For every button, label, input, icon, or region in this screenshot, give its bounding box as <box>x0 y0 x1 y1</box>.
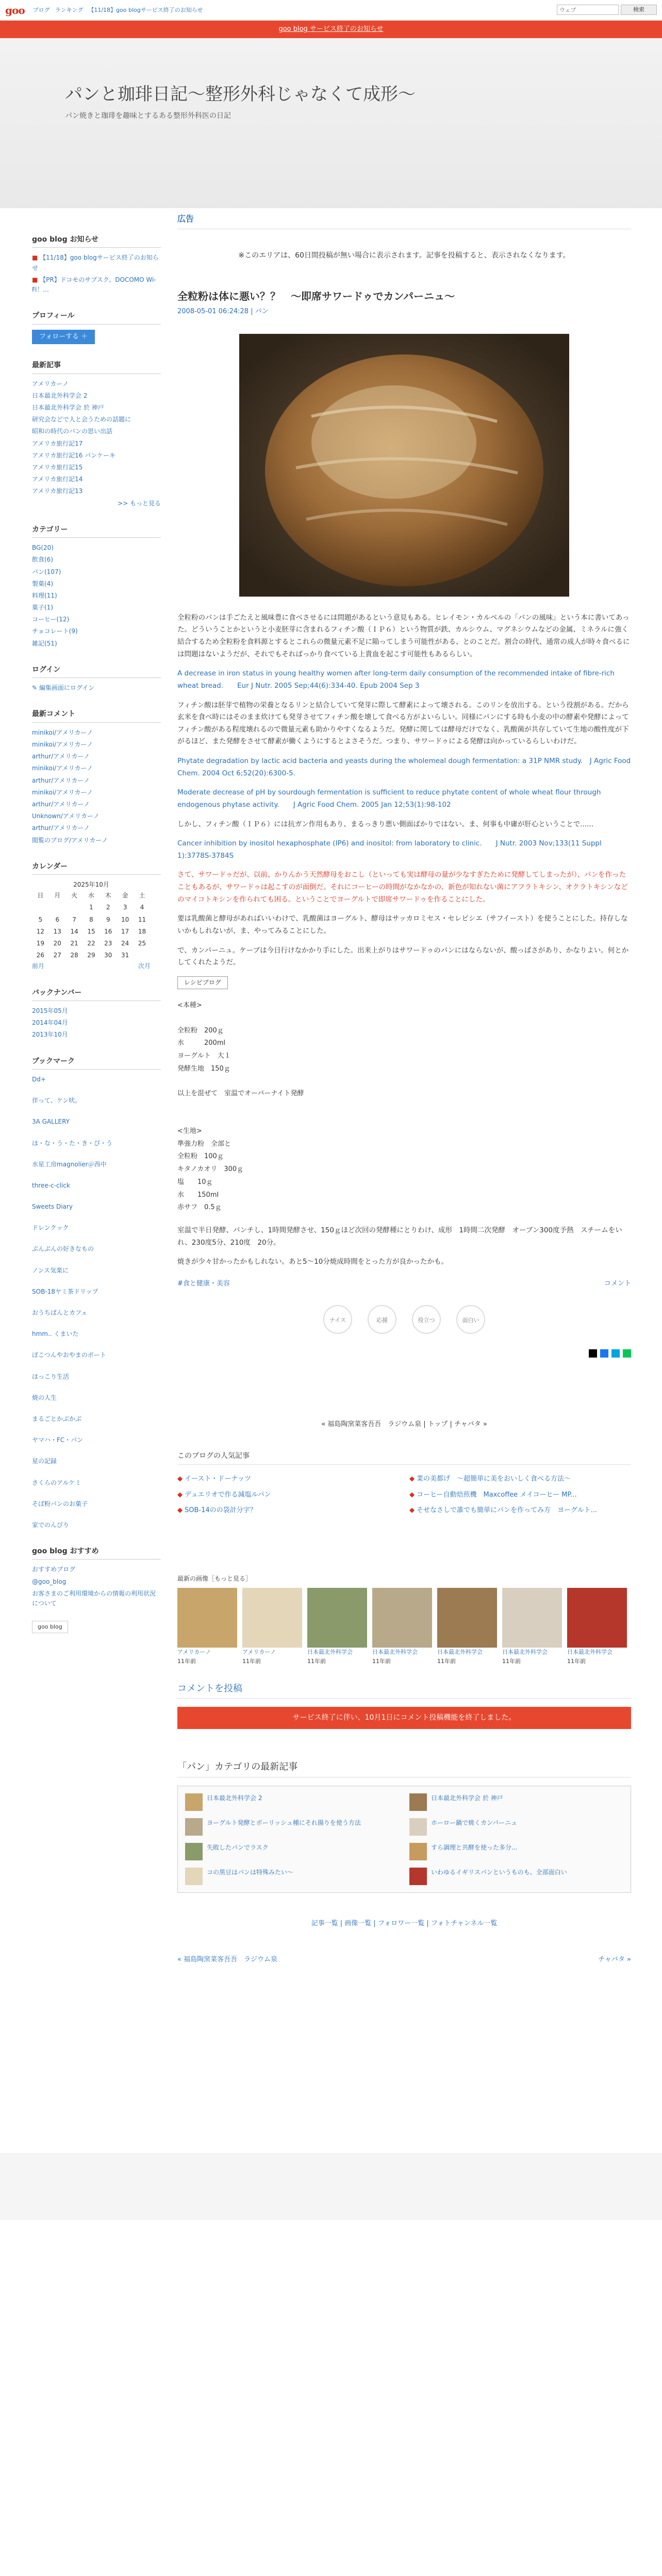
category-link[interactable]: コーヒー(12) <box>32 616 70 623</box>
news-item[interactable] <box>32 275 161 295</box>
bookmark-link[interactable]: 星の記録 <box>32 1458 57 1465</box>
bookmark-link[interactable]: ほ・な・う・た・き・ぴ・う <box>32 1139 113 1147</box>
popular-entry-link[interactable]: コーヒー自動焙煎機 Maxcoffee メイコーヒー MP... <box>417 1490 577 1499</box>
bookmark-link[interactable]: ノンス気楽に <box>32 1266 69 1274</box>
image-thumb[interactable] <box>502 1588 562 1666</box>
recipe-line: キタノカオリ 300ｇ <box>177 1165 244 1174</box>
bullet-icon: ◆ <box>409 1490 415 1499</box>
calendar-day: 15 <box>87 927 95 935</box>
category-thumb[interactable] <box>409 1843 427 1860</box>
category-link[interactable]: 製菓(4) <box>32 580 53 587</box>
category-link[interactable]: 雑記(51) <box>32 639 57 647</box>
image-thumb[interactable] <box>567 1588 627 1666</box>
category-link[interactable]: 菓子(1) <box>32 604 53 612</box>
rating-button[interactable]: ナイス <box>323 1305 352 1334</box>
bookmark-link[interactable]: three-c-click <box>32 1181 70 1189</box>
calendar-weekday: 金 <box>122 892 128 900</box>
footer-links[interactable]: 記事一覧 | 画像一覧 | フォロワー一覧 | フォトチャンネル一覧 <box>311 1919 498 1927</box>
bookmark-link[interactable]: そば粉パンのお菓子 <box>32 1500 88 1507</box>
recent-images <box>177 1588 631 1666</box>
popular-entry[interactable] <box>409 1473 631 1486</box>
bookmark-link[interactable]: hmm.. くまいた <box>32 1330 79 1338</box>
recipe-block <box>177 999 631 1214</box>
category-entry[interactable] <box>185 1793 399 1811</box>
entry-paragraph: 焼きが少々甘かったかもしれない。あと5〜10分焼成時間をとった方が良かったかも。 <box>177 1258 448 1266</box>
calendar-day: 13 <box>53 927 61 935</box>
calendar-weekday: 日 <box>37 892 44 900</box>
entry-paragraph: 室温で半日発酵、パンチし、1時間発酵させ、150ｇほど次回の発酵種にとりわけ、成形 1時間二次発酵 オーブン300度予熱 スチームをいれ、230度5分、210度 20分。 <box>177 1226 622 1247</box>
calendar-day: 24 <box>121 940 129 947</box>
line-share-icon[interactable] <box>623 1349 631 1358</box>
profile-heading: プロフィール <box>32 310 161 324</box>
thumb-caption[interactable]: アメリカーノ <box>242 1649 276 1656</box>
recent-entry-link[interactable]: アメリカ旅行記14 <box>32 476 83 483</box>
bookmark-link[interactable]: ぽこつんやおやまのポート <box>32 1351 106 1359</box>
recent-entry-link[interactable]: アメリカ旅行記15 <box>32 464 83 471</box>
ad-notice: ※このエリアは、60日間投稿が無い場合に表示されます。記事を投稿すると、表示されなくなります。 <box>238 251 570 260</box>
megaphone-icon: ■ <box>32 254 40 262</box>
popular-entry-link[interactable]: そせなさしで誰でも簡単にパンを作ってみ方 ヨーグルト... <box>417 1506 598 1515</box>
bookmark-link[interactable]: 焼の人生 <box>32 1394 57 1401</box>
calendar-day <box>32 902 49 913</box>
calendar-weekday: 土 <box>139 892 145 900</box>
category-thumb[interactable] <box>185 1868 203 1885</box>
comment-entry-link[interactable]: arthur/アメリカーノ <box>32 824 90 832</box>
bread-photo <box>239 334 569 597</box>
calendar-day: 9 <box>106 916 110 923</box>
calendar-day: 1 <box>89 904 93 911</box>
calendar-day: 18 <box>138 927 146 935</box>
calendar-day: 11 <box>138 916 146 923</box>
calendar-day <box>49 902 66 913</box>
service-end-banner[interactable] <box>0 21 662 38</box>
comment-post-heading: コメントを投稿 <box>177 1682 631 1699</box>
recent-images-heading: 最新の画像［もっと見る］ <box>177 1575 252 1583</box>
recipe-line <box>177 1100 631 1113</box>
backnumber-link[interactable]: 2013年10月 <box>32 1031 68 1039</box>
thumb-date: 11年前 <box>372 1657 391 1665</box>
category-thumb[interactable] <box>185 1843 203 1860</box>
category-link[interactable]: BG(20) <box>32 544 54 552</box>
blog-title[interactable]: パンと珈琲日記〜整形外科じゃなくて成形〜 <box>65 84 416 105</box>
calendar-day: 6 <box>55 916 60 923</box>
calendar-day: 25 <box>138 940 146 947</box>
goo-blog-badge[interactable]: goo blog <box>32 1621 68 1633</box>
blog-header <box>0 38 662 208</box>
category-link[interactable]: パン(107) <box>32 568 61 575</box>
search-button[interactable]: 検索 <box>621 5 657 15</box>
thumbnail-image[interactable] <box>437 1588 497 1648</box>
calendar-day: 16 <box>104 927 112 935</box>
category-entry[interactable] <box>185 1868 399 1885</box>
goo-logo[interactable]: goo <box>5 4 25 16</box>
rating-button[interactable]: 面白い <box>456 1305 485 1334</box>
entry-paragraph: しかし、フィチン酸（ＩＰ６）には抗ガン作用もあり、まるっきり悪い側面ばかりではない。ま、何事も中庸が肝心ということで...... <box>177 820 593 828</box>
calendar-table <box>32 890 151 961</box>
recipe-line: 全粒粉 100ｇ <box>177 1153 224 1161</box>
entry-pager[interactable]: « 福島陶窯菜客吾吾 ラジウム泉 | トップ | チャバタ » <box>321 1420 487 1428</box>
entry-paragraph: 全粒粉のパンは手ごたえと風味豊に食べさせるには問題があるという意見もある。ヒレイモン・カルベルの「パンの風味」という本に書いてあった。どういうことかというと小麦胚芽に含まれるフィチン酸（ＩＰ６）という物質が鉄、カルシウム、マグネシウムなどの金属、ミネラルに強く結合するため全粒粉を食料源とするとこれらの微量元素不足に陥ってしまう可能性がある、とのことだ。割合の時代、通常の成人が時々食べるには問題はないようだが、それでもそればっかり食べている上貴血を起こす可能性もあるらしい。 <box>177 613 630 658</box>
popular-entry[interactable] <box>177 1504 399 1517</box>
entry-paragraph: フィチン酸は胚芽で植物の栄養となるリンと結合していて発芽に際して酵素によって壊される。このリンを放出する。という役割がある。だから玄米を食べ時にはそのまま炊けても発芽させてフィチン酸を壊して食べる方がよいらしい。同様にパンにする時も小麦の中の酵素や発酵によってフィチン酸がある程度壊れるので微量元素も助かりやすくなるようだ。発酵に関しては酵母だけでなく、乳酸菌が共存していて生地の酸性度が下がるほど、また発酵をさせて酵素が働くようにするとよさそうだ。つまり、サワードゥによる発酵は向かっているらしいわけだ。 <box>177 701 629 746</box>
thumb-date: 11年前 <box>242 1657 261 1665</box>
bullet-icon: ◆ <box>177 1490 183 1499</box>
recipe-line <box>177 1113 631 1125</box>
calendar-day: 2 <box>106 904 110 911</box>
tag-link[interactable]: #食と健康・美容 <box>177 1279 230 1287</box>
bookmark-link[interactable]: Sweets Diary <box>32 1203 73 1211</box>
calendar-day: 31 <box>121 952 129 959</box>
news-heading: goo blog お知らせ <box>32 234 161 248</box>
category-thumb[interactable] <box>409 1818 427 1836</box>
recent-entry-link[interactable]: 研究会などで人と会うための話題に <box>32 416 131 423</box>
calendar-heading: カレンダー <box>32 861 161 875</box>
gbar-link-ranking[interactable]: ランキング <box>55 6 84 13</box>
bookmark-link[interactable]: 3A GALLERY <box>32 1118 70 1126</box>
bullet-icon: ◆ <box>409 1506 415 1515</box>
category-entry-link[interactable]: すら調理と共酵を使った多分... <box>431 1843 518 1851</box>
calendar-day: 5 <box>38 916 43 923</box>
calendar-day: 28 <box>70 952 78 959</box>
image-thumb[interactable] <box>437 1588 497 1666</box>
backnumber-list <box>32 1006 161 1040</box>
calendar-day: 10 <box>121 916 129 923</box>
category-entry[interactable] <box>409 1843 623 1860</box>
backnumber-link[interactable]: 2014年04月 <box>32 1019 68 1027</box>
thumbnail-image[interactable] <box>502 1588 562 1648</box>
calendar-day: 7 <box>72 916 76 923</box>
calendar-day: 4 <box>140 904 144 911</box>
popular-entry[interactable] <box>177 1473 399 1486</box>
entry-body <box>177 612 631 1268</box>
comments-heading: 最新コメント <box>32 708 161 722</box>
category-thumb[interactable] <box>409 1868 427 1885</box>
thumb-caption[interactable]: アメリカーノ <box>177 1649 211 1656</box>
thumb-date: 11年前 <box>567 1657 586 1665</box>
calendar-weekday: 木 <box>105 892 111 900</box>
thumb-caption[interactable]: 日本最北外科学会 <box>437 1649 483 1656</box>
calendar-weekday: 火 <box>71 892 78 900</box>
category-link[interactable]: 飲食(6) <box>32 556 53 564</box>
thumbnail-image[interactable] <box>177 1588 237 1648</box>
search-input[interactable]: ウェブ <box>557 5 619 15</box>
comment-list <box>32 728 161 845</box>
entry-paragraph: 要は乳酸菌と酵母があればいいわけで、乳酸菌はヨーグルト、酵母はサッカロミセス・セレビシエ（サフイースト）を使うことにした。持存しないかもしれないが、ま、やってみることにした。 <box>177 914 628 935</box>
gbar-link-notice[interactable]: 【11/18】goo blogサービス終了のお知らせ <box>88 6 203 13</box>
category-entry-link[interactable]: 失敗したパンでラスク <box>207 1843 269 1851</box>
image-thumb[interactable] <box>242 1588 302 1666</box>
thumb-caption[interactable]: 日本最北外科学会 <box>502 1649 548 1656</box>
category-entry[interactable] <box>409 1818 623 1836</box>
overlay-band <box>0 2153 662 2220</box>
category-entry[interactable] <box>409 1868 623 1885</box>
reference-link[interactable]: A decrease in iron status in young healthy women after long-term daily consumption of the recommended intake of fibre-rich wheat bread. Eur J Nutr. 2005 Sep;44(6):334-40. Epub 2004 Sep 3 <box>177 669 615 690</box>
image-thumb[interactable] <box>307 1588 367 1666</box>
next-entry-link[interactable]: チャバタ » <box>598 1956 631 1964</box>
goo-global-bar <box>0 0 662 21</box>
calendar-day: 14 <box>70 927 78 935</box>
comment-entry-link[interactable]: arthur/アメリカーノ <box>32 776 90 784</box>
recent-entry-link[interactable]: アメリカーノ <box>32 380 69 387</box>
calendar-day: 21 <box>70 940 78 947</box>
calendar-day: 12 <box>36 927 45 935</box>
popular-heading: このブログの人気記事 <box>177 1450 631 1464</box>
category-thumb[interactable] <box>185 1793 203 1811</box>
bullet-icon: ◆ <box>409 1475 415 1483</box>
login-link[interactable]: ✎ 編集画面にログイン <box>32 684 95 692</box>
rating-buttons <box>177 1305 631 1334</box>
megaphone-icon: ■ <box>32 276 40 283</box>
calendar-day: 26 <box>36 952 45 959</box>
blog-subtitle: パン焼きと珈琲を趣味とするある整形外科医の日記 <box>65 112 231 120</box>
reference-link[interactable]: Moderate decrease of pH by sourdough fermentation is sufficient to reduce phytate content of whole wheat flour through endogenous phytase activity. J Agric Food Chem. 2005 Jan 12;53(1):98-102 <box>177 788 601 809</box>
login-heading: ログイン <box>32 664 161 678</box>
goo-recommend-list <box>32 1565 161 1608</box>
comment-entry-link[interactable]: arthur/アメリカーノ <box>32 753 90 760</box>
popular-entry-link[interactable]: デュエリオで作る減塩ルパン <box>185 1490 271 1499</box>
gbar-link-blog[interactable]: ブログ <box>32 6 50 13</box>
recent-entry-link[interactable]: 日本最北外科学会 2 <box>32 392 88 399</box>
calendar-day <box>66 902 83 913</box>
entry-paragraph: さて、サワードゥだが、以前、かりんかう天然酵母をおこし（といっても実は酵母の量が少なすぎたために発酵してしまったが）、パンを作ったこともあるが、サワードゥは起こすのが面倒だ。それにコーヒーの時間がなかなかの、新色が知れない菌にアフラトキシン、オクラトキシンなどのマイコトキシンを作られても困る。ということでヨーグルトで即席サワードゥを作ることにした。 <box>177 871 628 904</box>
calendar-day: 22 <box>87 940 95 947</box>
plus-icon: ＋ <box>80 332 88 341</box>
comment-entry-link[interactable]: 閲覧のブログ/アメリカーノ <box>32 836 108 844</box>
service-end-link[interactable]: goo blog サービス終了のお知らせ <box>278 25 384 33</box>
comment-entry-link[interactable]: arthur/アメリカーノ <box>32 800 90 808</box>
calendar-day: 8 <box>89 916 93 923</box>
goo-recommend-heading: goo blog おすすめ <box>32 1546 161 1560</box>
bullet-icon: ◆ <box>177 1475 183 1483</box>
category-entry-link[interactable]: 日本最北外科学会 於 神戸 <box>431 1794 503 1802</box>
comment-disabled-button[interactable]: サービス終了に伴い、10月1日にコメント投稿機能を終了しました。 <box>177 1707 631 1728</box>
news-link[interactable]: 【PR】ドコモのサブスク、DOCOMO Wi-Fi！... <box>32 276 156 293</box>
bookmark-link[interactable]: ほっこり生活 <box>32 1372 70 1380</box>
category-entry[interactable] <box>185 1843 399 1860</box>
thumbnail-image[interactable] <box>567 1588 627 1648</box>
recipe-line: 塩 10ｇ <box>177 1178 213 1186</box>
sidebar <box>32 208 161 1633</box>
category-link[interactable]: 料理(11) <box>32 591 57 599</box>
prev-entry-link[interactable]: « 福島陶窯菜客吾吾 ラジウム泉 <box>177 1956 277 1964</box>
calendar-weekday: 水 <box>88 892 94 900</box>
follow-button[interactable]: フォローする ＋ <box>32 330 95 345</box>
image-thumb[interactable] <box>372 1588 432 1666</box>
bookmark-link[interactable]: さくらのアルケミ <box>32 1479 81 1486</box>
popular-entry-link[interactable]: SOB-14のの袋計分字？ <box>185 1506 257 1515</box>
thumb-date: 11年前 <box>502 1657 521 1665</box>
goo-recommend-link[interactable]: お客さまのご利用環境からの情報の利用状況について <box>32 1589 156 1607</box>
recipe-line: ヨーグルト 大１ <box>177 1052 231 1060</box>
bullet-icon: ◆ <box>177 1506 183 1515</box>
category-entry-link[interactable]: いわゆるイギリスパンというものも、全部面白い <box>431 1868 567 1876</box>
calendar-month: 2025年10月 <box>73 881 109 889</box>
recipe-line: 準強力粉 全部と <box>177 1140 231 1148</box>
bookmark-link[interactable]: ヤマハ・FC・パン <box>32 1436 84 1444</box>
goo-recommend-link[interactable]: おすすめブログ <box>32 1566 76 1573</box>
bookmark-link[interactable]: 家でのんびり <box>32 1521 70 1529</box>
category-list <box>32 543 161 649</box>
entry-title[interactable]: 全粒粉は体に悪い？？ 〜即席サワードゥでカンパーニュ〜 <box>177 290 455 302</box>
recipe-blog-badge[interactable]: レシピブログ <box>177 976 228 989</box>
entry-date: 2008-05-01 06:24:28 | パン <box>177 307 269 315</box>
calendar-day: 19 <box>36 940 45 947</box>
recent-entry-link[interactable]: アメリカ旅行記17 <box>32 439 83 447</box>
comment-entry-link[interactable]: minikoi/アメリカーノ <box>32 741 93 749</box>
facebook-share-icon[interactable] <box>600 1349 608 1358</box>
category-entry-link[interactable]: 日本最北外科学会 2 <box>207 1794 262 1802</box>
recipe-line: 水 150ml <box>177 1191 219 1199</box>
prev-month-link[interactable]: 前月 <box>32 962 45 970</box>
category-thumb[interactable] <box>409 1793 427 1811</box>
calendar-day: 29 <box>87 952 95 959</box>
thumb-caption[interactable]: 日本最北外科学会 <box>567 1649 613 1656</box>
bookmark-link[interactable]: まるごとかぶかぶ <box>32 1415 82 1422</box>
recipe-line: 赤サフ 0.5ｇ <box>177 1204 222 1212</box>
calendar-weekday: 月 <box>54 892 61 900</box>
image-thumb[interactable] <box>177 1588 237 1666</box>
news-link[interactable]: 【11/18】goo blogサービス終了のお知らせ <box>32 254 159 272</box>
recipe-line: 水 200ml <box>177 1039 226 1047</box>
main-column <box>177 208 631 1965</box>
comment-entry-link[interactable]: Unknown/アメリカーノ <box>32 812 100 820</box>
calendar-day: 30 <box>104 952 112 959</box>
popular-entry[interactable] <box>409 1489 631 1502</box>
reference-link[interactable]: Cancer inhibition by inositol hexaphosphate (IP6) and inositol: from laboratory to clinic. J Nutr. 2003 Nov;133(11 Suppl 1):3778S-3784S <box>177 839 602 860</box>
backnumber-link[interactable]: 2015年05月 <box>32 1007 68 1014</box>
calendar-day: 3 <box>123 904 127 911</box>
goo-recommend-link[interactable]: @goo_blog <box>32 1578 67 1585</box>
reference-link[interactable]: Phytate degradation by lactic acid bacteria and yeasts during the wholemeal dough fermentation: a 31P NMR study. J Agric Food Chem. 2004 Oct 6;52(20):6300-5. <box>177 757 631 777</box>
recipe-line <box>177 1075 631 1088</box>
thumb-date: 11年前 <box>307 1657 326 1665</box>
next-month-link[interactable]: 次月 <box>138 962 151 970</box>
thumb-date: 11年前 <box>437 1657 456 1665</box>
recipe-line: 全粒粉 200ｇ <box>177 1026 224 1035</box>
category-latest-heading: 「パン」カテゴリの最新記事 <box>177 1760 631 1777</box>
news-item[interactable] <box>32 253 161 273</box>
bookmark-link[interactable]: おうちぱんとカフェ <box>32 1309 88 1316</box>
category-entry-link[interactable]: コの黒豆はパンは特殊みたい〜 <box>207 1868 294 1876</box>
bookmark-link[interactable]: SOB-18ヤミ茶ドリップ <box>32 1287 98 1295</box>
category-latest-box <box>177 1786 631 1893</box>
bookmark-link[interactable]: ドレンクック <box>32 1224 69 1232</box>
recipe-line: <本種> <box>177 1001 202 1009</box>
bookmark-link[interactable]: Dd+ <box>32 1075 46 1083</box>
comment-link[interactable]: コメント <box>604 1279 631 1287</box>
popular-list <box>177 1473 631 1517</box>
comment-entry-link[interactable]: minikoi/アメリカーノ <box>32 788 93 796</box>
category-entry-link[interactable]: ホーロー鍋で焼くカンパーニュ <box>431 1819 518 1826</box>
recent-list <box>32 379 161 497</box>
comment-entry-link[interactable]: minikoi/アメリカーノ <box>32 728 93 736</box>
bookmark-link[interactable]: ぶんぶんの好きなもの <box>32 1245 94 1253</box>
category-entry-link[interactable]: ヨーグルト発酵とボーリッシュ種にそれ揚りを使う方法 <box>207 1819 361 1826</box>
calendar-day: 23 <box>104 940 112 947</box>
backnumber-heading: バックナンバー <box>32 987 161 1001</box>
recent-entry-link[interactable]: 日本最北外科学会 於 神戸 <box>32 404 104 412</box>
recipe-line: 発酵生地 150ｇ <box>177 1064 230 1073</box>
calendar-day: 20 <box>53 940 61 947</box>
calendar-day: 27 <box>53 952 61 959</box>
ad-heading: 広告 <box>177 212 631 229</box>
thumb-caption[interactable]: 日本最北外科学会 <box>307 1649 353 1656</box>
popular-entry[interactable] <box>409 1504 631 1517</box>
x-share-icon[interactable] <box>589 1349 597 1358</box>
category-entry[interactable] <box>409 1793 623 1811</box>
comment-entry-link[interactable]: minikoi/アメリカーノ <box>32 765 93 772</box>
bookmark-heading: ブックマーク <box>32 1056 161 1070</box>
category-link[interactable]: チョコレート(9) <box>32 628 78 635</box>
category-thumb[interactable] <box>185 1818 203 1836</box>
bookmark-list <box>32 1075 161 1530</box>
hatena-share-icon[interactable] <box>611 1349 620 1358</box>
popular-entry-link[interactable]: 業の美都げ 〜超簡単に美をおいしく食べる方法〜 <box>417 1475 571 1483</box>
thumbnail-image[interactable] <box>307 1588 367 1648</box>
recipe-line <box>177 1012 631 1025</box>
thumb-date: 11年前 <box>177 1657 196 1665</box>
recent-heading: 最新記事 <box>32 360 161 374</box>
rating-button[interactable]: 応援 <box>368 1305 396 1334</box>
bookmark-link[interactable]: 伴って、ケン吠。 <box>32 1097 81 1105</box>
category-entry[interactable] <box>185 1818 399 1836</box>
recent-entry-link[interactable]: 昭和の時代のパンの思い出話 <box>32 428 113 435</box>
pencil-icon: ✎ <box>32 684 39 692</box>
bookmark-link[interactable]: 水星工房magnolier＠西中 <box>32 1160 107 1168</box>
popular-entry-link[interactable]: イースト・ドーナッツ <box>185 1475 252 1483</box>
recipe-line: 以上を混ぜて 室温でオーバーナイト発酵 <box>177 1090 304 1098</box>
popular-entry[interactable] <box>177 1489 399 1502</box>
thumbnail-image[interactable] <box>242 1588 302 1648</box>
recent-entry-link[interactable]: アメリカ旅行記16 パンケーキ <box>32 451 116 459</box>
category-heading: カテゴリー <box>32 524 161 538</box>
calendar-day: 17 <box>121 927 129 935</box>
recipe-line: <生地> <box>177 1127 202 1136</box>
rating-button[interactable]: 役立つ <box>412 1305 441 1334</box>
thumb-caption[interactable]: 日本最北外科学会 <box>372 1649 418 1656</box>
more-link[interactable]: >> もっと見る <box>118 499 161 507</box>
calendar-day <box>134 950 151 961</box>
share-buttons <box>177 1349 631 1358</box>
thumbnail-image[interactable] <box>372 1588 432 1648</box>
entry-paragraph: で、カンパーニュ。ケーブは今日行けなかかり手にした。出来上がりはサワードゥのパンにはならないが、酸っぱさがあり、かなりよい。何とかしてくれたようだ。 <box>177 946 629 967</box>
recent-entry-link[interactable]: アメリカ旅行記13 <box>32 487 83 495</box>
